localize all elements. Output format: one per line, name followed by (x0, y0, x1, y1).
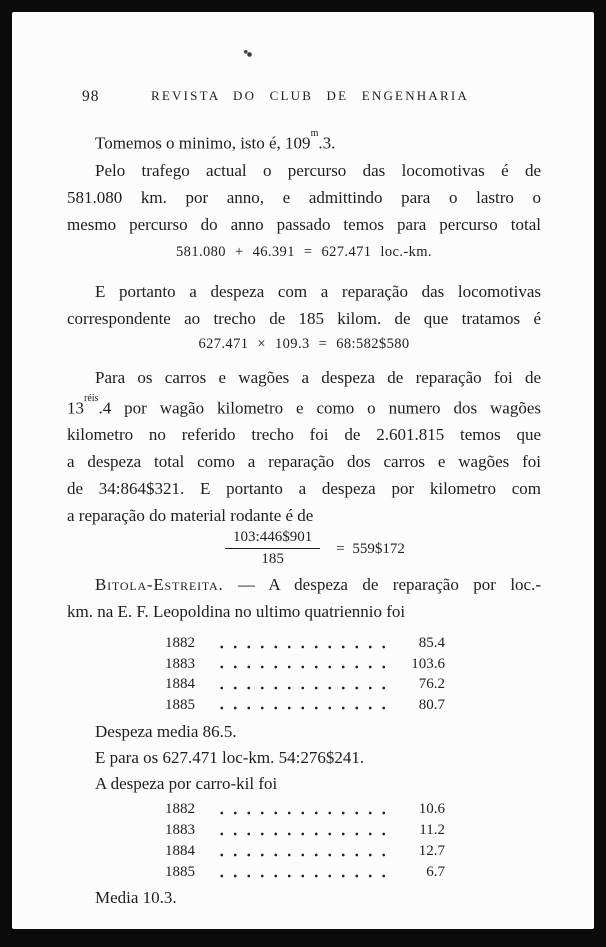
text-line: Despeza media 86.5. (95, 722, 237, 742)
text-line: a reparação do material rodante é de (67, 506, 314, 526)
value-cell: 11.2 (419, 822, 445, 839)
table-row (165, 633, 445, 654)
fraction-numerator: 103:446$901 (225, 529, 320, 549)
text-line: E portanto a despeza com a reparação das locomotivas (95, 281, 541, 301)
dot-leader (215, 862, 385, 883)
ink-smudge-mark (242, 47, 254, 60)
table-row (165, 799, 445, 820)
value-cell: 10.6 (418, 801, 445, 818)
text-line: mesmo percurso do anno passado temos para percurso total (67, 214, 541, 234)
text-line: a despeza total como a reparação dos carros e wagões foi (67, 452, 541, 472)
table-row (165, 654, 445, 675)
value-cell: 12.7 (418, 843, 445, 860)
paragraph-1-line (67, 126, 541, 157)
superscript-reis: réis (84, 392, 99, 404)
value-cell: 76.2 (418, 676, 445, 693)
table-row (165, 695, 445, 716)
fraction-formula (67, 529, 541, 569)
text-line: kilometro no referido trecho foi de 2.601.815 temos que (67, 425, 541, 445)
dot-leader (215, 799, 385, 820)
text-line (67, 571, 541, 598)
text-line: A despeza por carro-kil foi (95, 774, 278, 794)
text-run: .4 por wagão kilometro e como o numero dos wagões (98, 398, 541, 418)
paragraph-6 (67, 719, 541, 797)
text-line: 581.080 km. por anno, e admittindo para o lastro o (67, 187, 541, 207)
dot-leader (215, 654, 385, 675)
text-line: correspondente ao trecho de 185 kilom. de que tratamos é (67, 308, 541, 328)
year-cell: 1884 (165, 843, 195, 860)
paragraph-4 (67, 364, 541, 530)
year-cell: 1883 (165, 822, 195, 839)
repair-cost-per-loc-km-table (165, 633, 445, 715)
text-run: .3. (318, 133, 336, 153)
dot-leader (215, 674, 385, 695)
paragraph-3 (67, 278, 541, 332)
value-cell: 80.7 (418, 696, 445, 713)
dot-leader (215, 633, 385, 654)
table-row (165, 841, 445, 862)
text-run: — A despeza de reparação por loc.- (223, 575, 541, 595)
year-cell: 1883 (165, 655, 195, 672)
year-cell: 1885 (165, 864, 195, 881)
year-cell: 1882 (165, 635, 195, 652)
scanned-book-page (12, 12, 594, 929)
fraction (225, 529, 320, 569)
value-cell: 103.6 (411, 655, 445, 672)
text-run: Tomemos o minimo, isto é, 109 (95, 133, 311, 153)
page-body (67, 126, 541, 911)
formula-repair-cost: 627.471 × 109.3 = 68:582$580 (198, 335, 410, 352)
cost-per-carro-kil-table (165, 799, 445, 883)
page-number: 98 (82, 88, 100, 105)
page-header (12, 88, 594, 108)
paragraph-2 (67, 157, 541, 238)
superscript-m: m (310, 128, 319, 139)
formula-loc-km-sum: 581.080 + 46.391 = 627.471 loc.-km. (176, 243, 432, 260)
text-line: E para os 627.471 loc-km. 54:276$241. (95, 748, 365, 768)
dot-leader (215, 820, 385, 841)
text-line: de 34:864$321. E portanto a despeza por kilometro com (67, 479, 541, 499)
year-cell: 1882 (165, 801, 195, 818)
text-run: 13 (67, 398, 84, 418)
table-row (165, 674, 445, 695)
year-cell: 1884 (165, 676, 195, 693)
table-row (165, 820, 445, 841)
section-lead-bitola-estreita: Bitola-Estreita. (95, 575, 224, 595)
table-row (165, 862, 445, 883)
year-cell: 1885 (165, 696, 195, 713)
value-cell: 85.4 (418, 635, 445, 652)
paragraph-5 (67, 571, 541, 625)
dot-leader (215, 841, 385, 862)
text-line: Pelo trafego actual o percurso das locomotivas é de (95, 160, 541, 180)
text-line: Para os carros e wagões a despeza de reparação foi de (95, 367, 541, 387)
dot-leader (215, 695, 385, 716)
media-summary-line: Media 10.3. (95, 888, 177, 908)
value-cell: 6.7 (426, 864, 445, 881)
fraction-denominator: 185 (261, 551, 284, 568)
journal-title: REVISTA DO CLUB DE ENGENHARIA (151, 88, 469, 103)
text-line: km. na E. F. Leopoldina no ultimo quatriennio foi (67, 602, 406, 622)
fraction-result: = 559$172 (336, 540, 405, 557)
text-line (67, 391, 541, 422)
